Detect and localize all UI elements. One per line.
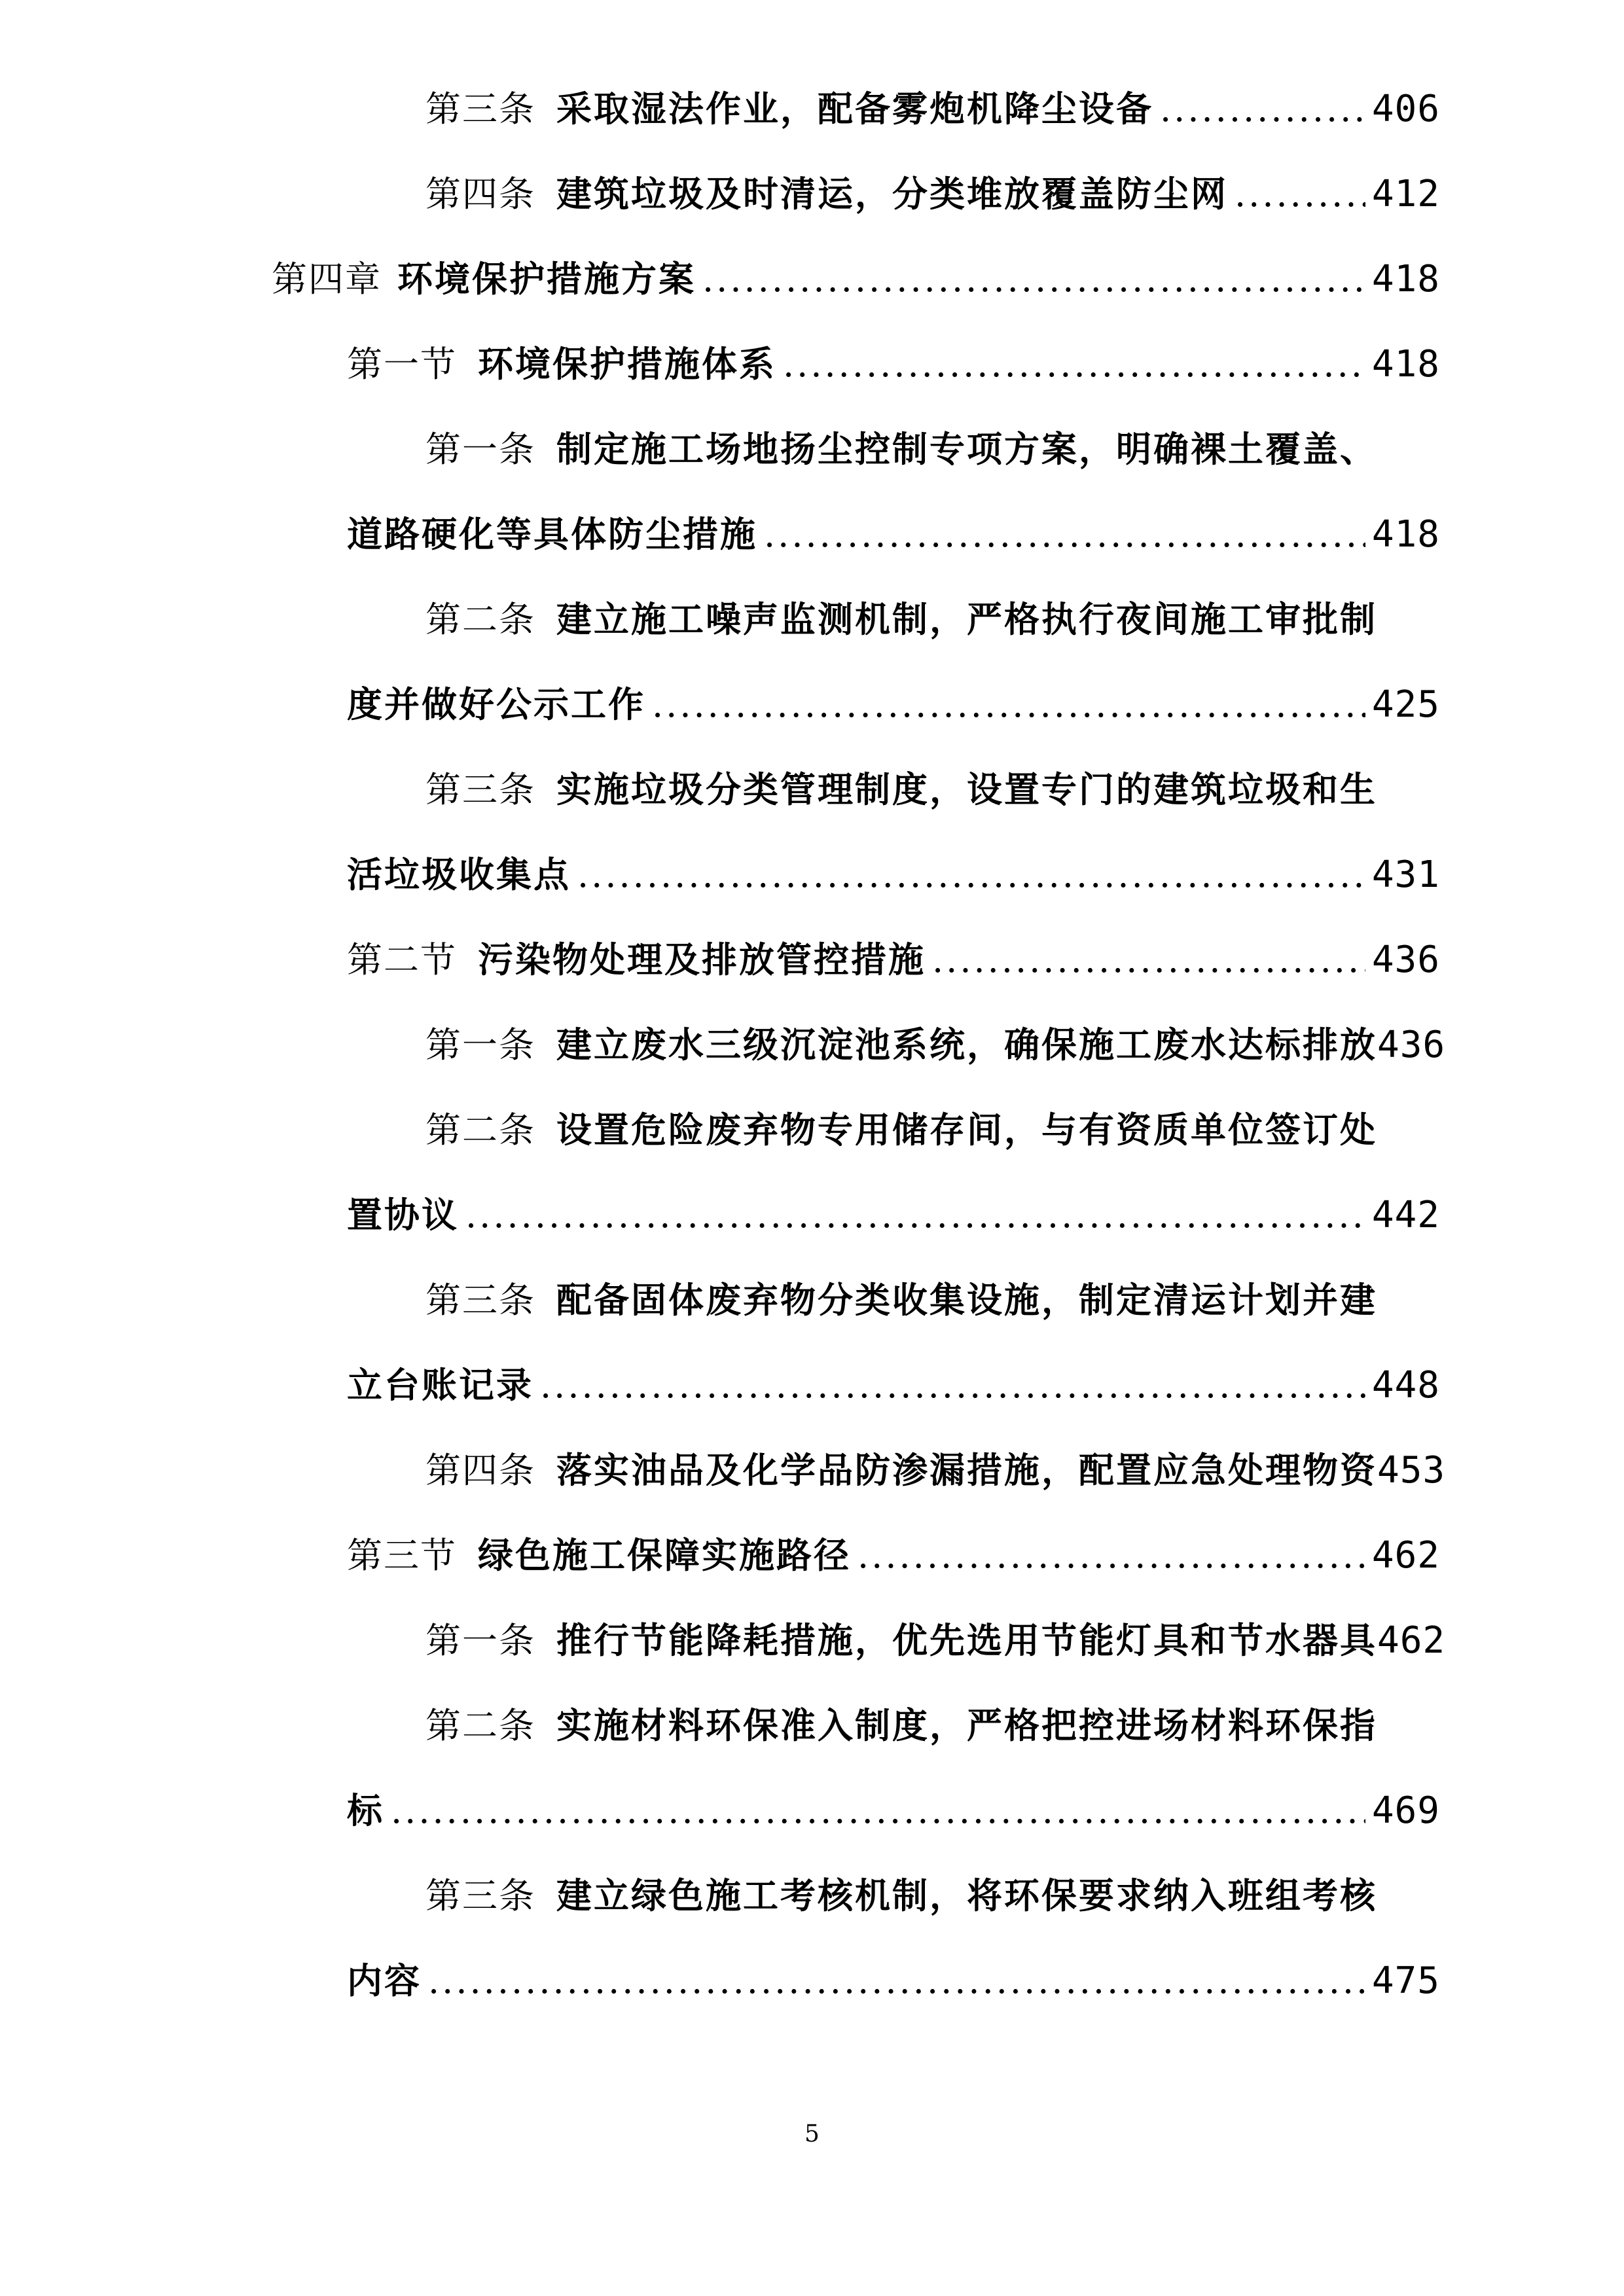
- toc-entry-label: 第二条: [425, 1705, 535, 1746]
- toc-entry-page: 436: [1371, 939, 1440, 981]
- toc-entry-page: 448: [1371, 1364, 1440, 1407]
- toc-entry-article[interactable]: [425, 593, 1440, 645]
- toc-entry-label: 第二节: [347, 939, 457, 980]
- dot-leader: [465, 1189, 1365, 1242]
- toc-entry-label: 第三条: [425, 1875, 535, 1916]
- toc-entry-page: 475: [1371, 1960, 1440, 2002]
- toc-entry-page: 442: [1371, 1194, 1440, 1236]
- toc-entry-article[interactable]: [425, 423, 1440, 475]
- toc-entry-continuation[interactable]: [347, 1784, 1440, 1837]
- toc-entry-chapter[interactable]: [272, 253, 1440, 305]
- toc-entry-page: 425: [1371, 683, 1440, 726]
- toc-entry-label: 第三条: [425, 1280, 535, 1321]
- toc-entry-title-cont: 道路硬化等具体防尘措施: [347, 513, 757, 555]
- toc-entry-title: 设置危险废弃物专用储存间，与有资质单位签订处: [556, 1109, 1377, 1151]
- toc-entry-continuation[interactable]: [347, 508, 1440, 560]
- toc-entry-title: 绿色施工保障实施路径: [478, 1534, 851, 1576]
- toc-entry-title: 建立施工噪声监测机制，严格执行夜间施工审批制: [556, 598, 1377, 640]
- toc-entry-title: 采取湿法作业，配备雾炮机降尘设备: [556, 88, 1153, 130]
- toc-entry-article[interactable]: [425, 1869, 1440, 1922]
- toc-entry-article[interactable]: [425, 1699, 1440, 1751]
- toc-entry-label: 第二条: [425, 1109, 535, 1151]
- toc-entry-label: 第一条: [425, 429, 535, 470]
- dot-leader: [540, 1359, 1365, 1412]
- toc-entry-label: 第四章: [272, 259, 382, 300]
- toc-entry-title: 环境保护措施方案: [397, 258, 696, 300]
- toc-entry-label: 第四条: [425, 1450, 535, 1491]
- dot-leader: [428, 1955, 1365, 2007]
- dot-leader: [857, 1530, 1365, 1582]
- toc-entry-label: 第三条: [425, 769, 535, 810]
- toc-entry-page: 418: [1371, 343, 1440, 386]
- toc-entry-page: 469: [1371, 1789, 1440, 1832]
- dot-leader: [783, 338, 1365, 391]
- toc-entry-title: 推行节能降耗措施，优先选用节能灯具和节水器具: [556, 1619, 1377, 1661]
- toc-entry-label: 第一条: [425, 1620, 535, 1661]
- toc-entry-article[interactable]: [425, 1018, 1499, 1071]
- dot-leader: [391, 1785, 1365, 1837]
- toc-entry-page: 462: [1377, 1619, 1446, 1662]
- toc-entry-title: 建立绿色施工考核机制，将环保要求纳入班组考核: [556, 1874, 1377, 1916]
- toc-entry-article[interactable]: [425, 1274, 1440, 1326]
- toc-entry-section[interactable]: [347, 1529, 1440, 1581]
- toc-entry-page: 436: [1377, 1024, 1446, 1066]
- toc-entry-title-cont: 活垃圾收集点: [347, 853, 571, 895]
- toc-entry-title-cont: 置协议: [347, 1194, 459, 1236]
- toc-entry-title-cont: 度并做好公示工作: [347, 683, 645, 725]
- toc-entry-title: 污染物处理及排放管控措施: [478, 939, 926, 980]
- toc-entry-article[interactable]: [425, 1614, 1499, 1666]
- dot-leader: [577, 849, 1365, 901]
- toc-entry-page: 412: [1371, 173, 1440, 215]
- toc-entry-continuation[interactable]: [347, 848, 1440, 901]
- toc-entry-label: 第一节: [347, 344, 457, 385]
- toc-entry-title-cont: 内容: [347, 1960, 422, 2001]
- toc-entry-page: 431: [1371, 853, 1440, 896]
- dot-leader: [1235, 168, 1365, 221]
- toc-entry-title: 实施材料环保准入制度，严格把控进场材料环保指: [556, 1704, 1377, 1746]
- dot-leader: [702, 253, 1365, 306]
- toc-entry-continuation[interactable]: [347, 1954, 1440, 2007]
- toc-entry-title: 实施垃圾分类管理制度，设置专门的建筑垃圾和生: [556, 768, 1377, 810]
- toc-entry-continuation[interactable]: [347, 1189, 1440, 1241]
- toc-entry-title: 落实油品及化学品防渗漏措施，配置应急处理物资: [556, 1449, 1377, 1491]
- toc-entry-title: 环境保护措施体系: [478, 343, 776, 385]
- dot-leader: [932, 934, 1365, 986]
- toc-entry-article[interactable]: [425, 82, 1440, 135]
- dot-leader: [652, 679, 1365, 731]
- toc-entry-title-cont: 立台账记录: [347, 1364, 533, 1406]
- toc-entry-continuation[interactable]: [347, 678, 1440, 730]
- toc-entry-page: 462: [1371, 1534, 1440, 1577]
- toc-entry-title-cont: 标: [347, 1789, 384, 1831]
- toc-entry-title: 建立废水三级沉淀池系统，确保施工废水达标排放: [556, 1024, 1377, 1066]
- toc-entry-section[interactable]: [347, 933, 1440, 986]
- toc-entry-label: 第三节: [347, 1535, 457, 1576]
- toc-entry-page: 453: [1377, 1449, 1446, 1492]
- toc-entry-page: 406: [1371, 88, 1440, 130]
- toc-entry-article[interactable]: [425, 1444, 1499, 1496]
- toc-entry-article[interactable]: [425, 763, 1440, 816]
- toc-entry-title: 建筑垃圾及时清运，分类堆放覆盖防尘网: [556, 173, 1228, 215]
- toc-entry-label: 第四条: [425, 173, 535, 215]
- toc-entry-article[interactable]: [425, 1103, 1440, 1156]
- toc-entry-label: 第二条: [425, 599, 535, 640]
- toc-entry-continuation[interactable]: [347, 1359, 1440, 1411]
- toc-entry-title: 制定施工场地扬尘控制专项方案，明确裸土覆盖、: [556, 428, 1377, 470]
- dot-leader: [764, 509, 1365, 561]
- toc-entry-page: 418: [1371, 258, 1440, 300]
- toc-entry-label: 第三条: [425, 88, 535, 130]
- page-number: 5: [804, 2121, 820, 2147]
- toc-entry-section[interactable]: [347, 338, 1440, 390]
- dot-leader: [1160, 83, 1365, 135]
- toc-entry-page: 418: [1371, 513, 1440, 556]
- toc-entry-article[interactable]: [425, 168, 1440, 220]
- toc-entry-title: 配备固体废弃物分类收集设施，制定清运计划并建: [556, 1279, 1377, 1321]
- toc-entry-label: 第一条: [425, 1024, 535, 1066]
